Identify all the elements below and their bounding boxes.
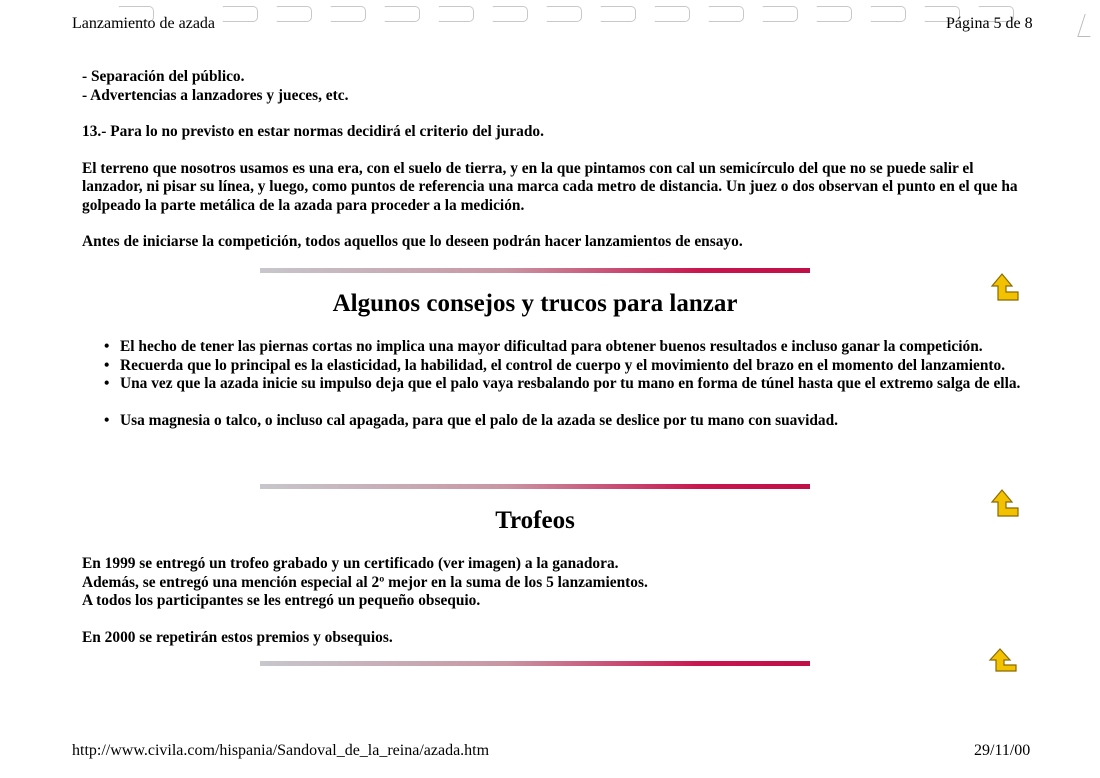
binder-hole	[600, 6, 636, 22]
rule-13: 13.- Para lo no previsto en estar normas decidirá el criterio del jurado.	[82, 123, 544, 140]
rule-line: - Separación del público.	[82, 68, 245, 85]
tips-heading: Algunos consejos y trucos para lanzar	[332, 290, 738, 317]
section-separator	[260, 661, 810, 666]
trophy-line: A todos los participantes se les entregó un pequeño obsequio.	[82, 592, 481, 609]
rules-tail-block	[82, 68, 1022, 252]
footer-date: 29/11/00	[974, 742, 1031, 759]
terrain-paragraph: El terreno que nosotros usamos es una era, con el suelo de tierra, y en la que pintamos con cal un semicírculo del que no se puede salir el lanzador, ni pisar su línea, y luego, como puntos de referencia una marca cada metro de distancia. Un juez o dos observan el punto en el que ha golpeado la parte metálica de la azada para proceder a la medición.	[82, 159, 1018, 214]
trophy-line: Además, se entregó una mención especial al 2º mejor en la suma de los 5 lanzamientos.	[82, 573, 648, 591]
rule-line: - Advertencias a lanzadores y jueces, etc.	[82, 86, 349, 104]
section-separator	[260, 268, 810, 273]
binder-hole	[762, 6, 798, 22]
binder-hole	[708, 6, 744, 22]
binder-hole	[384, 6, 420, 22]
binder-hole	[546, 6, 582, 22]
binder-hole	[438, 6, 474, 22]
trophy-line: En 1999 se entregó un trofeo grabado y un certificado (ver imagen) a la ganadora.	[82, 555, 619, 572]
tip-item: • El hecho de tener las piernas cortas no implica una mayor dificultad para obtener buenos resultados e incluso ganar la competición.	[120, 338, 1022, 357]
binder-hole	[222, 6, 258, 22]
binder-hole	[870, 6, 906, 22]
binder-hole	[654, 6, 690, 22]
tips-list-block	[82, 338, 1022, 430]
arrow-up-icon[interactable]	[986, 644, 1020, 678]
tip-item: • Usa magnesia o talco, o incluso cal apagada, para que el palo de la azada se deslice por tu mano con suavidad.	[120, 412, 1022, 431]
arrow-up-icon[interactable]	[988, 484, 1022, 518]
practice-paragraph: Antes de iniciarse la competición, todos aquellos que lo deseen podrán hacer lanzamientos de ensayo.	[82, 233, 743, 250]
binder-hole	[330, 6, 366, 22]
tip-item: • Recuerda que lo principal es la elasticidad, la habilidad, el control de cuerpo y el movimiento del brazo en el momento del lanzamiento.	[120, 357, 1022, 376]
tip-item: • Una vez que la azada inicie su impulso deja que el palo vaya resbalando por tu mano en forma de túnel hasta que el extremo salga de ella.	[120, 375, 1022, 394]
trophies-block	[82, 555, 1022, 647]
binder-hole	[816, 6, 852, 22]
page-number: Página 5 de 8	[946, 15, 1033, 32]
trophies-heading: Trofeos	[495, 507, 575, 534]
footer-url: http://www.civila.com/hispania/Sandoval_de_la_reina/azada.htm	[72, 742, 490, 759]
page-header-title: Lanzamiento de azada	[72, 15, 216, 32]
trophy-line: En 2000 se repetirán estos premios y obsequios.	[82, 628, 393, 646]
arrow-up-icon[interactable]	[988, 268, 1022, 302]
binder-hole	[492, 6, 528, 22]
section-separator	[260, 484, 810, 489]
binder-hole	[276, 6, 312, 22]
